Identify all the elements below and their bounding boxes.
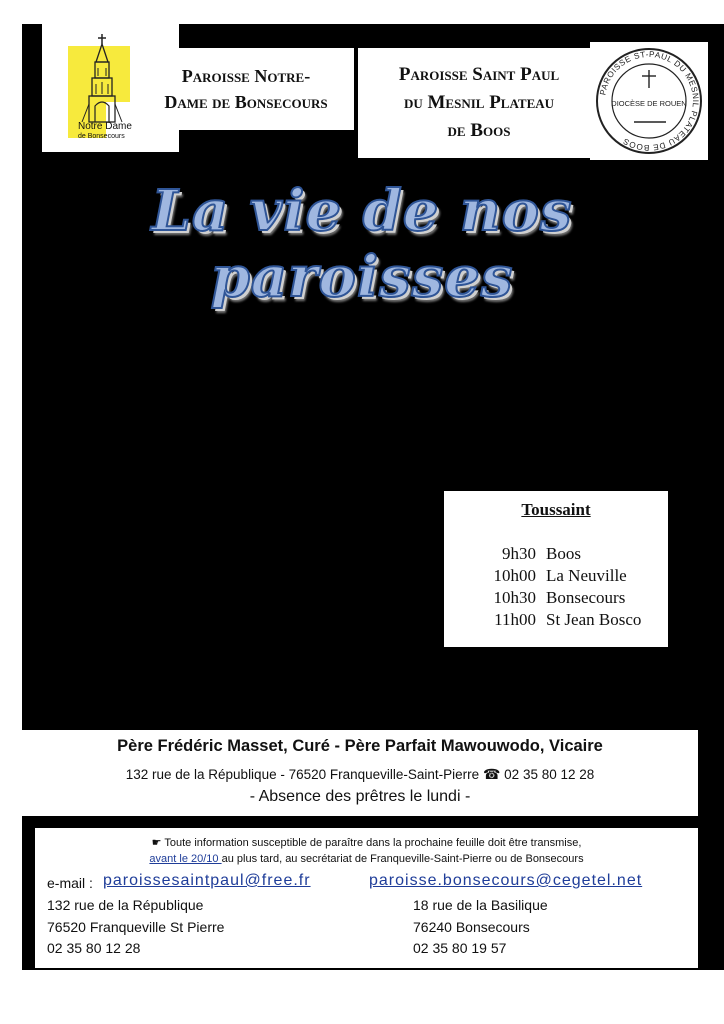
parish-saint-paul-box (358, 48, 600, 158)
priests-absence: - Absence des prêtres le lundi - (249, 788, 471, 805)
mass-time: 10h00 (493, 566, 536, 585)
mass-place: Boos (546, 544, 581, 563)
parish-notre-dame-box (138, 48, 354, 130)
seal-center-text: DIOCÈSE DE ROUEN (611, 99, 687, 108)
seal-ring-text: PAROISSE ST-PAUL DU MESNIL PLATEAU DE BOOS (598, 49, 701, 153)
submission-note-line2: au plus tard, au secrétariat de Franqueville-Saint-Pierre ou de Bonsecours (221, 853, 584, 865)
parish-seal-emblem (590, 42, 708, 160)
mass-row (472, 587, 641, 609)
presbytery-address: 132 rue de la République - 76520 Franqueville-Saint-Pierre (125, 767, 480, 782)
bonsecours-city: 76240 Bonsecours (413, 918, 530, 935)
mass-time: 10h30 (493, 588, 536, 607)
toussaint-heading: Toussaint (521, 500, 591, 519)
secretariat-franqueville (47, 895, 224, 960)
logo-subcaption: de Bonsecours (78, 133, 125, 140)
submission-note-line1: Toute information susceptible de paraître dans la prochaine feuille doit être transmise, (164, 837, 582, 849)
mass-place: Bonsecours (546, 588, 626, 607)
newsletter-title: La vie de nos paroisses (151, 178, 573, 310)
email-bonsecours-link[interactable]: paroisse.bonsecours@cegetel.net (369, 872, 643, 889)
submission-note-deadline (35, 853, 698, 865)
bonsecours-street: 18 rue de la Basilique (413, 897, 548, 913)
franqueville-city: 76520 Franqueville St Pierre (47, 918, 225, 935)
mass-time: 11h00 (494, 610, 536, 629)
telephone-icon: ☎ (482, 766, 501, 782)
franqueville-street: 132 rue de la République (47, 897, 204, 913)
mass-place: La Neuville (546, 566, 627, 585)
priests-names: Père Frédéric Masset, Curé - Père Parfait Mawouwodo, Vicaire (117, 737, 603, 755)
parish-seal (590, 42, 708, 160)
mass-schedule (472, 543, 641, 631)
franqueville-phone: 02 35 80 12 28 (47, 940, 141, 956)
presbytery-phone: 02 35 80 12 28 (504, 767, 595, 782)
mass-row (472, 565, 641, 587)
toussaint-box (444, 491, 668, 647)
mass-time: 9h30 (502, 544, 536, 563)
bonsecours-phone: 02 35 80 19 57 (413, 940, 507, 956)
deadline-date: avant le 20/10 (149, 853, 222, 865)
submission-note (35, 836, 698, 849)
church-tower-icon (62, 32, 142, 128)
mass-row (472, 543, 641, 565)
priests-box (22, 730, 698, 816)
mass-row (472, 609, 641, 631)
contact-box (35, 828, 698, 968)
secretariat-bonsecours (413, 895, 548, 960)
presbytery-address-line (22, 766, 698, 783)
parish-saint-paul-name: Paroisse Saint Paul du Mesnil Plateau de Boos (398, 64, 560, 141)
parish-notre-dame-name: Paroisse Notre- Dame de Bonsecours (164, 66, 328, 112)
email-saint-paul-link[interactable]: paroissesaintpaul@free.fr (103, 872, 311, 889)
email-label: e-mail : (47, 875, 93, 891)
logo-caption: Notre Dame (78, 121, 132, 132)
pointing-hand-icon: ☛ (151, 837, 162, 849)
mass-place: St Jean Bosco (546, 610, 642, 629)
